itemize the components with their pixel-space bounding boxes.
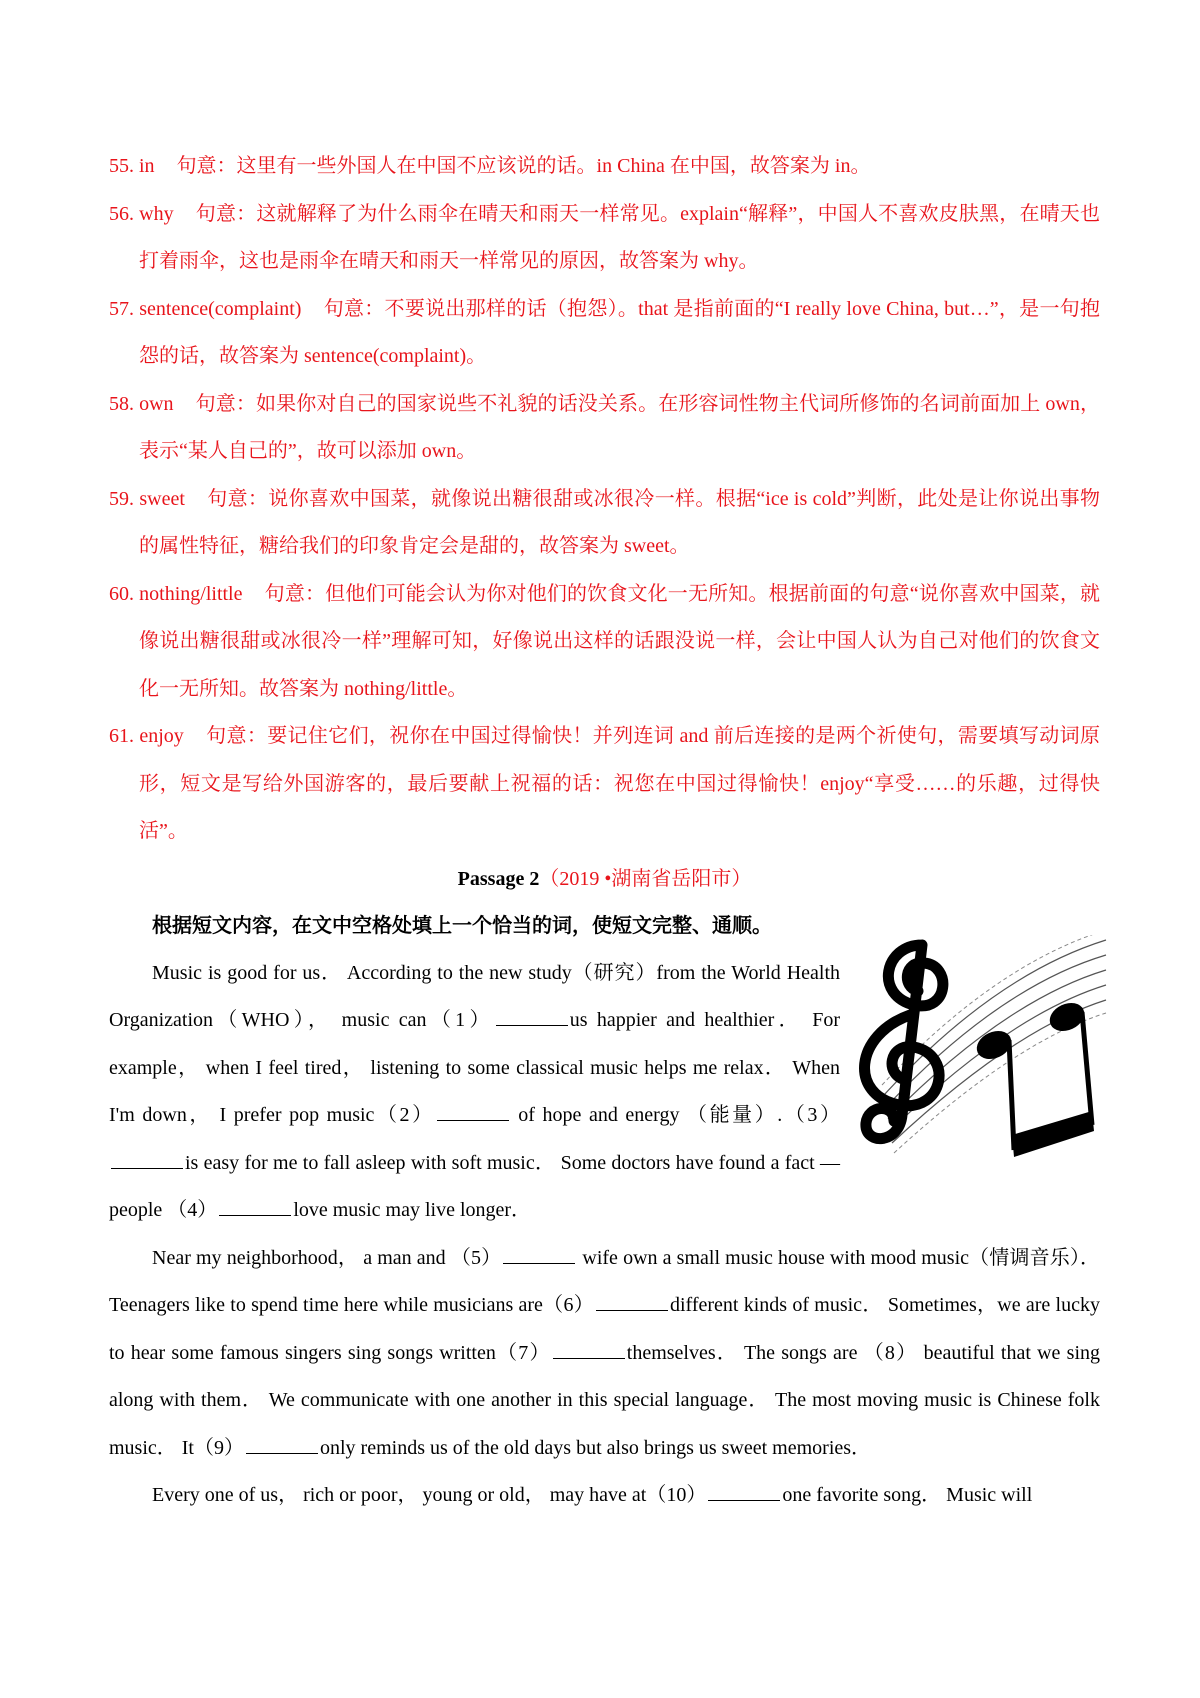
passage-source: （2019 •湖南省岳阳市） bbox=[539, 867, 752, 890]
answer-item bbox=[109, 191, 1100, 286]
fill-blank-3[interactable] bbox=[111, 1152, 183, 1169]
answer-number: 59. sweet bbox=[109, 487, 185, 510]
music-notes-icon bbox=[844, 935, 1108, 1187]
fill-blank-2[interactable] bbox=[437, 1104, 509, 1121]
answer-number: 58. own bbox=[109, 392, 174, 415]
paragraph-text: themselves． The songs are （8） beautiful that we sing along with them． We communicate with one another in this special language． The most moving music is Chinese folk music． It（9） bbox=[109, 1341, 1100, 1459]
passage-instruction: 根据短文内容，在文中空格处填上一个恰当的词，使短文完整、通顺。 bbox=[152, 914, 772, 937]
paragraph-text: us happier and healthier． For example， when I feel tired， listening to some classical music helps me relax． When I'm down， I prefer pop music（2） bbox=[109, 1009, 841, 1126]
answer-explanation: 句意：要记住它们，祝你在中国过得愉快！并列连词 and 前后连接的是两个祈使句，需要填写动词原形，短文是写给外国游客的，最后要献上祝福的话：祝您在中国过得愉快！enjoy“享受……的乐趣，过得快活”。 bbox=[139, 725, 1100, 842]
paragraph-text: is easy for me to fall asleep with soft music． Some doctors have found a fact — people （4） bbox=[109, 1151, 840, 1221]
answer-number: 57. sentence(complaint) bbox=[109, 297, 302, 320]
paragraph-text: love music may live longer． bbox=[293, 1199, 532, 1221]
answer-explanation: 句意：但他们可能会认为你对他们的饮食文化一无所知。根据前面的句意“说你喜欢中国菜，就像说出糖很甜或冰很冷一样”理解可知，好像说出这样的话跟没说一样，会让中国人认为自己对他们的饮食文化一无所知。故答案为 nothing/little。 bbox=[139, 582, 1100, 700]
answer-item bbox=[109, 286, 1100, 381]
answer-number: 60. nothing/little bbox=[109, 582, 243, 605]
answer-item bbox=[109, 381, 1100, 476]
paragraph-text: only reminds us of the old days but also brings us sweet memories． bbox=[320, 1436, 872, 1459]
paragraph-text: Every one of us， rich or poor， young or old， may have at（10） bbox=[152, 1484, 707, 1506]
fill-blank-10[interactable] bbox=[708, 1484, 780, 1501]
answer-item bbox=[109, 713, 1100, 856]
passage-name: Passage 2 bbox=[457, 867, 540, 890]
answer-explanation: 句意：如果你对自己的国家说些不礼貌的话没关系。在形容词性物主代词所修饰的名词前面加上 own，表示“某人自己的”，故可以添加 own。 bbox=[139, 392, 1100, 462]
music-notes-illustration bbox=[844, 935, 1108, 1187]
paragraph-text: one favorite song． Music will bbox=[782, 1484, 1033, 1506]
paragraph-text: Music is good for us． According to the new study（研究）from the World Health Organization（WHO）， music can（1） bbox=[109, 961, 840, 1031]
answer-number: 56. why bbox=[109, 202, 174, 225]
answer-item bbox=[109, 571, 1100, 714]
fill-blank-6[interactable] bbox=[596, 1294, 668, 1311]
fill-blank-7[interactable] bbox=[553, 1342, 625, 1359]
paragraph-text: of hope and energy （能量）.（3） bbox=[510, 1104, 841, 1126]
answer-item bbox=[109, 476, 1100, 571]
passage-paragraph-3 bbox=[109, 1472, 1100, 1520]
passage-paragraph-1 bbox=[109, 950, 840, 1235]
document-page bbox=[109, 143, 1100, 1520]
answer-item bbox=[109, 143, 1100, 191]
answer-number: 61. enjoy bbox=[109, 725, 184, 747]
paragraph-text: wife own a small music house with mood music（情调音乐）．Teenagers like to spend time here while musicians are（6） bbox=[109, 1246, 1100, 1316]
answer-explanation: 句意：这就解释了为什么雨伞在晴天和雨天一样常见。explain“解释”，中国人不喜欢皮肤黑，在晴天也打着雨伞，这也是雨伞在晴天和雨天一样常见的原因，故答案为 why。 bbox=[139, 202, 1100, 272]
passage-title bbox=[109, 856, 1100, 903]
paragraph-text: different kinds of music． Sometimes，we are lucky to hear some famous singers sing songs written（7） bbox=[109, 1294, 1100, 1364]
passage-paragraph-2 bbox=[109, 1235, 1100, 1473]
answer-explanation: 句意：不要说出那样的话（抱怨）。that 是指前面的“I really love China, but…”，是一句抱怨的话，故答案为 sentence(complaint)。 bbox=[139, 297, 1100, 367]
fill-blank-4[interactable] bbox=[219, 1199, 291, 1216]
answer-explanation: 句意：这里有一些外国人在中国不应该说的话。in China 在中国，故答案为 in。 bbox=[176, 155, 871, 177]
fill-blank-5[interactable] bbox=[503, 1247, 575, 1264]
fill-blank-9[interactable] bbox=[246, 1437, 318, 1454]
fill-blank-1[interactable] bbox=[496, 1009, 568, 1026]
paragraph-text: Near my neighborhood， a man and （5） bbox=[152, 1246, 502, 1269]
answer-number: 55. in bbox=[109, 155, 155, 177]
answer-explanation: 句意：说你喜欢中国菜，就像说出糖很甜或冰很冷一样。根据“ice is cold”判断，此处是让你说出事物的属性特征，糖给我们的印象肯定会是甜的，故答案为 sweet。 bbox=[139, 487, 1100, 557]
